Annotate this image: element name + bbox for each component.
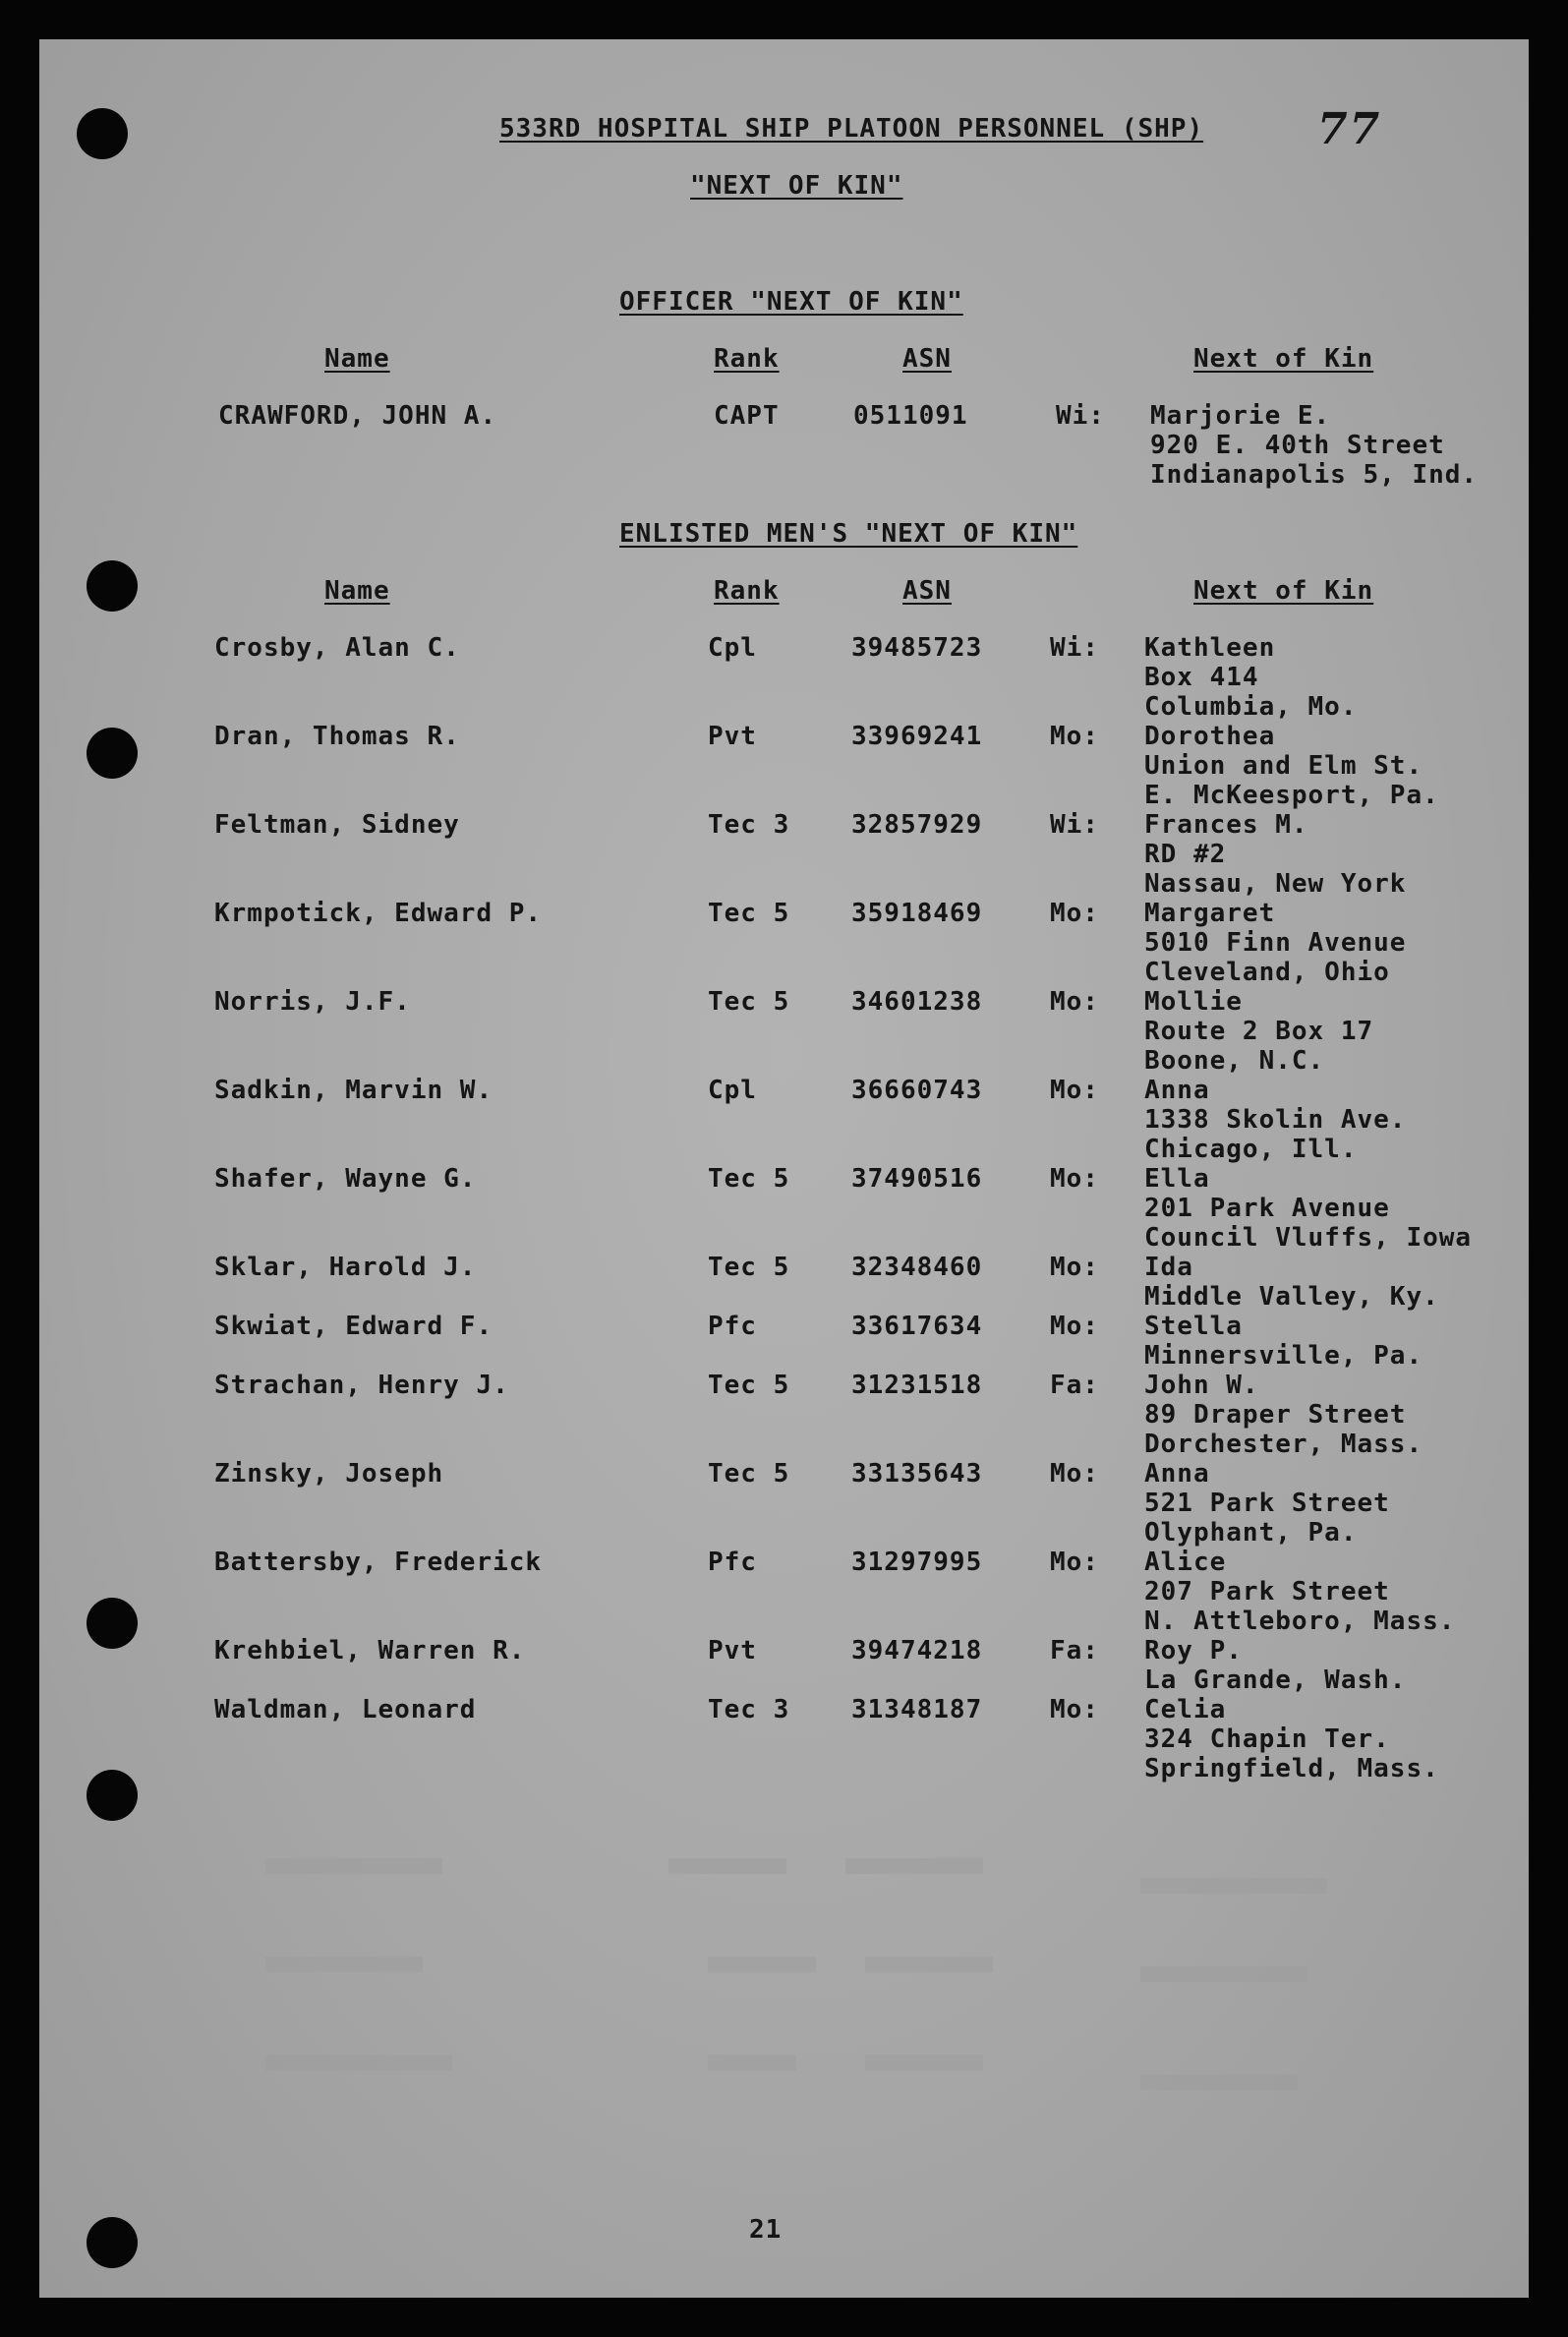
- row-name: Crosby, Alan C.: [214, 633, 460, 663]
- row-rank: Tec 3: [708, 1695, 790, 1724]
- row-relation: Fa:: [1050, 1371, 1099, 1400]
- row-name: Feltman, Sidney: [214, 810, 460, 840]
- kin-line: Roy P.: [1144, 1636, 1243, 1665]
- row-rank: Pvt: [708, 722, 757, 751]
- column-header-kin: Next of Kin: [1193, 576, 1374, 606]
- kin-line: John W.: [1144, 1371, 1259, 1400]
- row-asn: 39485723: [851, 633, 983, 663]
- row-asn: 37490516: [851, 1164, 983, 1194]
- row-name: CRAWFORD, JOHN A.: [218, 401, 497, 431]
- kin-line: Chicago, Ill.: [1144, 1135, 1358, 1164]
- kin-line: Nassau, New York: [1144, 869, 1407, 899]
- column-header-name: Name: [324, 344, 390, 374]
- row-name: Dran, Thomas R.: [214, 722, 460, 751]
- punch-hole: [77, 108, 128, 159]
- kin-line: E. McKeesport, Pa.: [1144, 781, 1439, 810]
- bleed-through-mark: [668, 1858, 786, 1874]
- kin-line: Springfield, Mass.: [1144, 1754, 1439, 1783]
- row-name: Waldman, Leonard: [214, 1695, 477, 1724]
- column-header-rank: Rank: [714, 576, 780, 606]
- row-asn: 35918469: [851, 899, 983, 928]
- kin-line: 521 Park Street: [1144, 1489, 1390, 1518]
- row-name: Krehbiel, Warren R.: [214, 1636, 526, 1665]
- kin-line: Olyphant, Pa.: [1144, 1518, 1358, 1548]
- row-relation: Mo:: [1050, 1312, 1099, 1341]
- kin-line: Margaret: [1144, 899, 1276, 928]
- row-relation: Mo:: [1050, 722, 1099, 751]
- row-rank: Cpl: [708, 633, 757, 663]
- enlisted-section-title: ENLISTED MEN'S "NEXT OF KIN": [619, 519, 1078, 549]
- row-asn: 31231518: [851, 1371, 983, 1400]
- column-header-asn: ASN: [902, 344, 952, 374]
- bleed-through-mark: [265, 2055, 452, 2071]
- kin-line: RD #2: [1144, 840, 1227, 869]
- kin-line: Columbia, Mo.: [1144, 692, 1358, 722]
- row-asn: 0511091: [853, 401, 968, 431]
- row-name: Krmpotick, Edward P.: [214, 899, 543, 928]
- row-relation: Mo:: [1050, 1459, 1099, 1489]
- column-header-kin: Next of Kin: [1193, 344, 1374, 374]
- officer-section-title: OFFICER "NEXT OF KIN": [619, 287, 963, 317]
- row-rank: Tec 5: [708, 1164, 790, 1194]
- bleed-through-mark: [845, 1858, 983, 1874]
- kin-line: Stella: [1144, 1312, 1243, 1341]
- kin-line: Indianapolis 5, Ind.: [1150, 460, 1479, 490]
- row-rank: Tec 3: [708, 810, 790, 840]
- row-asn: 31297995: [851, 1548, 983, 1577]
- row-name: Zinsky, Joseph: [214, 1459, 444, 1489]
- kin-line: Anna: [1144, 1459, 1210, 1489]
- row-name: Norris, J.F.: [214, 987, 411, 1017]
- punch-hole: [87, 728, 138, 779]
- row-relation: Mo:: [1050, 1076, 1099, 1105]
- row-rank: Pfc: [708, 1548, 757, 1577]
- punch-hole: [87, 2217, 138, 2268]
- row-rank: Pfc: [708, 1312, 757, 1341]
- row-rank: Cpl: [708, 1076, 757, 1105]
- row-relation: Wi:: [1056, 401, 1105, 431]
- kin-line: Dorothea: [1144, 722, 1276, 751]
- bleed-through-mark: [265, 1957, 423, 1972]
- row-name: Skwiat, Edward F.: [214, 1312, 494, 1341]
- kin-line: 207 Park Street: [1144, 1577, 1390, 1607]
- kin-line: Dorchester, Mass.: [1144, 1430, 1423, 1459]
- punch-hole: [87, 560, 138, 612]
- kin-line: 920 E. 40th Street: [1150, 431, 1445, 460]
- row-asn: 33969241: [851, 722, 983, 751]
- kin-line: Anna: [1144, 1076, 1210, 1105]
- row-relation: Mo:: [1050, 1164, 1099, 1194]
- row-relation: Wi:: [1050, 810, 1099, 840]
- kin-line: 5010 Finn Avenue: [1144, 928, 1407, 958]
- row-relation: Mo:: [1050, 987, 1099, 1017]
- kin-line: Cleveland, Ohio: [1144, 958, 1390, 987]
- kin-line: Frances M.: [1144, 810, 1308, 840]
- row-asn: 32857929: [851, 810, 983, 840]
- row-name: Sadkin, Marvin W.: [214, 1076, 494, 1105]
- row-asn: 32348460: [851, 1253, 983, 1282]
- bleed-through-mark: [1140, 1878, 1327, 1894]
- document-subtitle: "NEXT OF KIN": [690, 171, 903, 201]
- column-header-rank: Rank: [714, 344, 780, 374]
- row-rank: Tec 5: [708, 1253, 790, 1282]
- row-name: Strachan, Henry J.: [214, 1371, 509, 1400]
- row-rank: Pvt: [708, 1636, 757, 1665]
- kin-line: 324 Chapin Ter.: [1144, 1724, 1390, 1754]
- bleed-through-mark: [265, 1858, 442, 1874]
- punch-hole: [87, 1770, 138, 1821]
- row-asn: 39474218: [851, 1636, 983, 1665]
- column-header-asn: ASN: [902, 576, 952, 606]
- kin-line: 89 Draper Street: [1144, 1400, 1407, 1430]
- typed-document-page: [39, 39, 1529, 2298]
- kin-line: Union and Elm St.: [1144, 751, 1423, 781]
- kin-line: Boone, N.C.: [1144, 1046, 1325, 1076]
- row-name: Sklar, Harold J.: [214, 1253, 477, 1282]
- kin-line: Council Vluffs, Iowa: [1144, 1223, 1473, 1253]
- column-header-name: Name: [324, 576, 390, 606]
- kin-line: La Grande, Wash.: [1144, 1665, 1407, 1695]
- bleed-through-mark: [865, 1957, 993, 1972]
- handwritten-page-number: 77: [1317, 104, 1382, 154]
- bleed-through-mark: [708, 2055, 796, 2071]
- row-relation: Wi:: [1050, 633, 1099, 663]
- row-rank: Tec 5: [708, 987, 790, 1017]
- row-relation: Mo:: [1050, 1548, 1099, 1577]
- page-number: 21: [749, 2215, 783, 2245]
- kin-line: Kathleen: [1144, 633, 1276, 663]
- row-rank: Tec 5: [708, 1371, 790, 1400]
- kin-line: Minnersville, Pa.: [1144, 1341, 1423, 1371]
- row-asn: 31348187: [851, 1695, 983, 1724]
- row-relation: Mo:: [1050, 899, 1099, 928]
- row-relation: Mo:: [1050, 1253, 1099, 1282]
- document-title: 533RD HOSPITAL SHIP PLATOON PERSONNEL (SHP): [499, 114, 1204, 144]
- row-rank: CAPT: [714, 401, 780, 431]
- kin-line: 1338 Skolin Ave.: [1144, 1105, 1407, 1135]
- row-asn: 33617634: [851, 1312, 983, 1341]
- row-rank: Tec 5: [708, 1459, 790, 1489]
- kin-line: Mollie: [1144, 987, 1243, 1017]
- kin-line: Celia: [1144, 1695, 1227, 1724]
- bleed-through-mark: [1140, 1966, 1307, 1982]
- kin-line: Alice: [1144, 1548, 1227, 1577]
- bleed-through-mark: [1140, 2074, 1298, 2090]
- punch-hole: [87, 1598, 138, 1649]
- row-asn: 36660743: [851, 1076, 983, 1105]
- row-relation: Fa:: [1050, 1636, 1099, 1665]
- row-name: Battersby, Frederick: [214, 1548, 543, 1577]
- kin-line: Box 414: [1144, 663, 1259, 692]
- kin-line: Route 2 Box 17: [1144, 1017, 1374, 1046]
- row-rank: Tec 5: [708, 899, 790, 928]
- row-name: Shafer, Wayne G.: [214, 1164, 477, 1194]
- bleed-through-mark: [865, 2055, 983, 2071]
- row-asn: 34601238: [851, 987, 983, 1017]
- kin-line: Ida: [1144, 1253, 1193, 1282]
- kin-line: Middle Valley, Ky.: [1144, 1282, 1439, 1312]
- kin-line: N. Attleboro, Mass.: [1144, 1607, 1456, 1636]
- kin-line: Marjorie E.: [1150, 401, 1331, 431]
- kin-line: 201 Park Avenue: [1144, 1194, 1390, 1223]
- bleed-through-mark: [708, 1957, 816, 1972]
- row-asn: 33135643: [851, 1459, 983, 1489]
- row-relation: Mo:: [1050, 1695, 1099, 1724]
- kin-line: Ella: [1144, 1164, 1210, 1194]
